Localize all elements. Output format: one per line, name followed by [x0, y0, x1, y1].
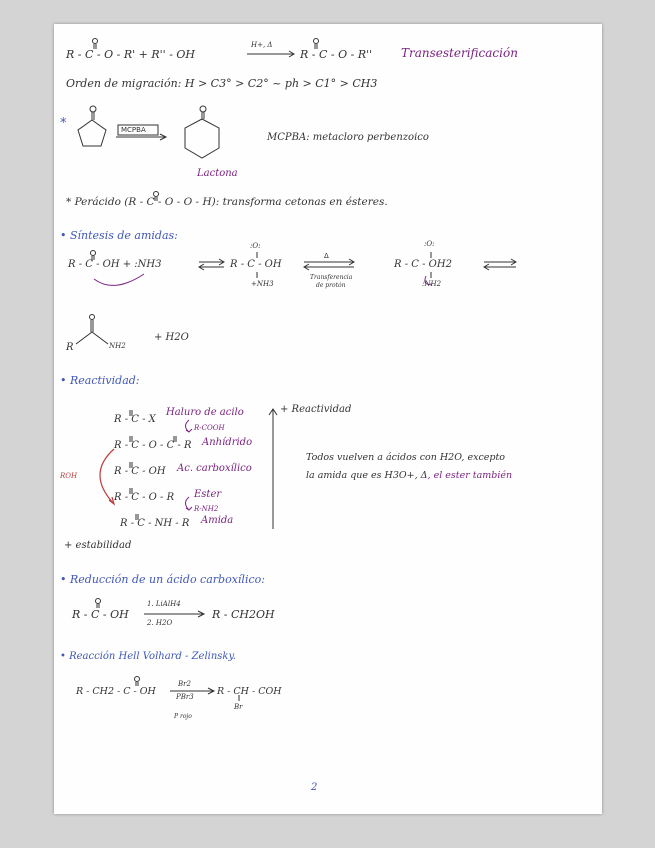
lactone-label: Lactona [197, 168, 238, 179]
amide-name: Amida [201, 515, 234, 526]
page-number: 2 [311, 782, 318, 793]
roh-label: ROH [60, 472, 78, 480]
amide-synthesis-title: • Síntesis de amidas: [60, 229, 178, 242]
amide-intermediate1-oxygen: :O: [250, 242, 261, 250]
amide-product-r: R [66, 342, 74, 353]
migration-order: Orden de migración: H > C3° > C2° ~ ph > C1° > CH3 [66, 77, 378, 90]
anhydride-formula: R - C - O - C - R [114, 440, 192, 451]
notebook-page [54, 24, 602, 814]
amide-intermediate1-nh3: +NH3 [251, 280, 274, 288]
transesterification-reactants: R - C - O - R' + R'' - OH [66, 48, 196, 61]
carboxylic-acid-formula: R - C - OH [114, 466, 166, 477]
amide-formula: R - C - NH - R [120, 518, 190, 529]
hvz-reagent-br2: Br2 [178, 680, 191, 688]
reactivity-title: • Reactividad: [60, 374, 140, 387]
amide-intermediate2-nh2: :NH2 [422, 280, 442, 288]
delta-symbol: Δ [324, 252, 329, 260]
amide-product-water: + H2O [154, 332, 189, 343]
mcpba-reagent: MCPBA [121, 126, 146, 134]
ester-formula: R - C - O - R [114, 492, 175, 503]
more-stability-label: + estabilidad [64, 540, 132, 551]
reduction-product: R - CH2OH [212, 608, 275, 621]
amide-intermediate1: R - C - OH [230, 259, 282, 270]
reduction-step2: 2. H2O [147, 619, 173, 627]
star-bullet: * [60, 116, 67, 131]
hvz-reagent-red-phosphorus: P rojo [174, 713, 192, 720]
transesterification-title: Transesterificación [401, 46, 518, 60]
acyl-halide-reagent: R-COOH [194, 424, 225, 432]
amide-product-nh2: NH2 [109, 342, 126, 350]
hvz-title: • Reacción Hell Volhard - Zelinsky. [60, 651, 236, 662]
hydrolysis-note-line1: Todos vuelven a ácidos con H2O, excepto [306, 452, 506, 463]
proton-transfer-label-1: Transferencia [310, 274, 353, 281]
transesterification-conditions: H+, Δ [251, 41, 273, 49]
reduction-step1: 1. LiAlH4 [147, 600, 181, 608]
ester-name: Ester [194, 489, 222, 500]
hvz-reactant: R - CH2 - C - OH [76, 686, 156, 697]
amide-reactants: R - C - OH + :NH3 [68, 259, 162, 270]
hvz-product: R - CH - COH [217, 686, 282, 697]
carboxylic-acid-name: Ac. carboxílico [177, 463, 252, 474]
more-reactivity-label: + Reactividad [280, 404, 352, 415]
acyl-halide-name: Haluro de acilo [166, 407, 244, 418]
peracid-note: * Perácido (R - C - O - O - H): transforma cetonas en ésteres. [66, 196, 388, 208]
acyl-halide-formula: R - C - X [114, 414, 156, 425]
mcpba-definition: MCPBA: metacloro perbenzoico [267, 132, 429, 143]
reduction-title: • Reducción de un ácido carboxílico: [60, 573, 265, 586]
ester-reagent: R-NH2 [194, 505, 219, 513]
hvz-bromine-substituent: Br [234, 703, 243, 711]
hvz-reagent-pbr3: PBr3 [176, 693, 194, 701]
hydrolysis-note-line2: la amida que es H3O+, Δ, el ester también [306, 470, 513, 481]
amide-intermediate2: R - C - OH2 [394, 259, 452, 270]
amide-intermediate2-oxygen: :O: [424, 240, 435, 248]
transesterification-product: R - C - O - R'' [300, 48, 373, 61]
reduction-reactant: R - C - OH [72, 608, 129, 621]
anhydride-name: Anhídrido [202, 437, 253, 448]
proton-transfer-label-2: de protón [316, 282, 346, 289]
